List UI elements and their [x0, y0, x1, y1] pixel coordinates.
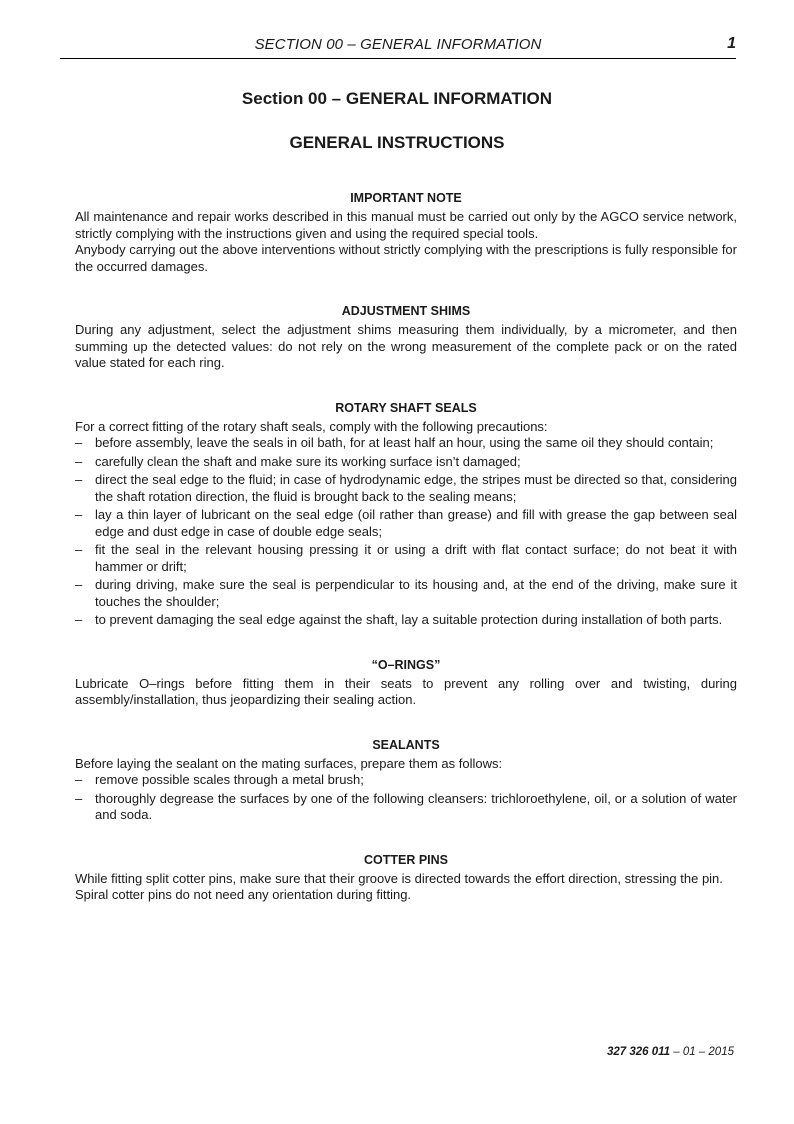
rotary-shaft-seals-section — [75, 400, 737, 629]
list-dash: – — [75, 790, 83, 806]
important-note-paragraph: All maintenance and repair works described in this manual must be carried out only by the AGCO service network, strictly complying with the instructions given and using the required special tools. — [75, 209, 737, 241]
rotary-shaft-seals-heading: ROTARY SHAFT SEALS — [335, 400, 477, 415]
important-note-paragraph: Anybody carrying out the above interventions without strictly complying with the prescriptions is fully responsible for the occurred damages. — [75, 242, 737, 274]
list-item-text: direct the seal edge to the fluid; in case of hydrodynamic edge, the stripes must be directed so that, considering the shaft rotation direction, the fluid is brought back to the sealing means; — [95, 472, 737, 504]
list-item — [75, 577, 737, 610]
main-title: GENERAL INSTRUCTIONS — [289, 133, 505, 152]
page-footer — [607, 1046, 734, 1058]
o-rings-paragraph: Lubricate O–rings before fitting them in their seats to prevent any rolling over and twisting, during assembly/installation, thus jeopardizing their sealing action. — [75, 675, 737, 707]
list-item — [75, 507, 737, 540]
adjustment-shims-heading: ADJUSTMENT SHIMS — [341, 304, 471, 318]
page-number: 1 — [727, 35, 736, 52]
list-item-text: to prevent damaging the seal edge against the shaft, lay a suitable protection during installation of both parts. — [95, 612, 723, 627]
list-item-text: during driving, make sure the seal is perpendicular to its housing and, at the end of the driving, make sure it touches the shoulder; — [95, 577, 737, 609]
list-dash: – — [75, 577, 83, 592]
cotter-pins-paragraph: Spiral cotter pins do not need any orientation during fitting. — [75, 887, 412, 902]
list-dash: – — [75, 772, 83, 787]
important-note-heading: IMPORTANT NOTE — [350, 191, 462, 205]
list-item-text: lay a thin layer of lubricant on the seal edge (oil rather than grease) and fill with grease the gap between seal edge and dust edge in case of double edge seals; — [95, 507, 737, 539]
running-header-title: SECTION 00 – GENERAL INFORMATION — [254, 36, 542, 53]
list-item-text: carefully clean the shaft and make sure its working surface isn’t damaged; — [95, 453, 521, 469]
list-dash: – — [75, 435, 83, 450]
list-dash: – — [75, 612, 83, 627]
list-dash: – — [75, 453, 83, 469]
list-item — [75, 472, 737, 505]
list-item — [75, 772, 737, 789]
document-code: 327 326 011 — [606, 1046, 671, 1058]
o-rings-heading: “O–RINGS” — [371, 657, 441, 672]
cotter-pins-section — [75, 852, 737, 904]
cotter-pins-heading: COTTER PINS — [363, 852, 449, 867]
list-dash: – — [75, 542, 83, 557]
document-date: – 01 – 2015 — [670, 1046, 734, 1058]
sealants-intro: Before laying the sealant on the mating surfaces, prepare them as follows: — [75, 755, 503, 771]
list-dash: – — [75, 472, 83, 487]
rotary-shaft-seals-list — [75, 435, 737, 629]
sealants-section — [75, 737, 737, 824]
adjustment-shims-section — [75, 303, 737, 372]
sealants-list — [75, 772, 737, 824]
document-body — [75, 190, 737, 932]
section-title: Section 00 – GENERAL INFORMATION — [241, 89, 553, 108]
list-item-text: remove possible scales through a metal brush; — [95, 772, 364, 787]
adjustment-shims-paragraph: During any adjustment, select the adjustment shims measuring them individually, by a micrometer, and then summing up the detected values: do not rely on the wrong measurement of the complete pack or on the rated value stated for each ring. — [75, 322, 737, 370]
list-item — [75, 435, 737, 452]
o-rings-section — [75, 657, 737, 709]
running-header — [60, 34, 736, 59]
list-item-text: before assembly, leave the seals in oil bath, for at least half an hour, using the same oil they should contain; — [95, 435, 714, 450]
list-item — [75, 542, 737, 575]
list-item-text: thoroughly degrease the surfaces by one of the following cleansers: trichloroethylene, oil, or a solution of water and soda. — [95, 790, 737, 822]
important-note-section — [75, 190, 737, 275]
list-item — [75, 454, 737, 471]
list-item-text: fit the seal in the relevant housing pressing it or using a drift with flat contact surface; do not beat it with hammer or drift; — [95, 542, 737, 574]
list-item — [75, 791, 737, 824]
rotary-shaft-seals-intro: For a correct fitting of the rotary shaft seals, comply with the following precautions: — [75, 418, 548, 434]
sealants-heading: SEALANTS — [372, 737, 440, 752]
list-item — [75, 612, 737, 629]
cotter-pins-paragraph: While fitting split cotter pins, make sure that their groove is directed towards the effort direction, stressing the pin. — [75, 870, 723, 886]
list-dash: – — [75, 507, 83, 522]
